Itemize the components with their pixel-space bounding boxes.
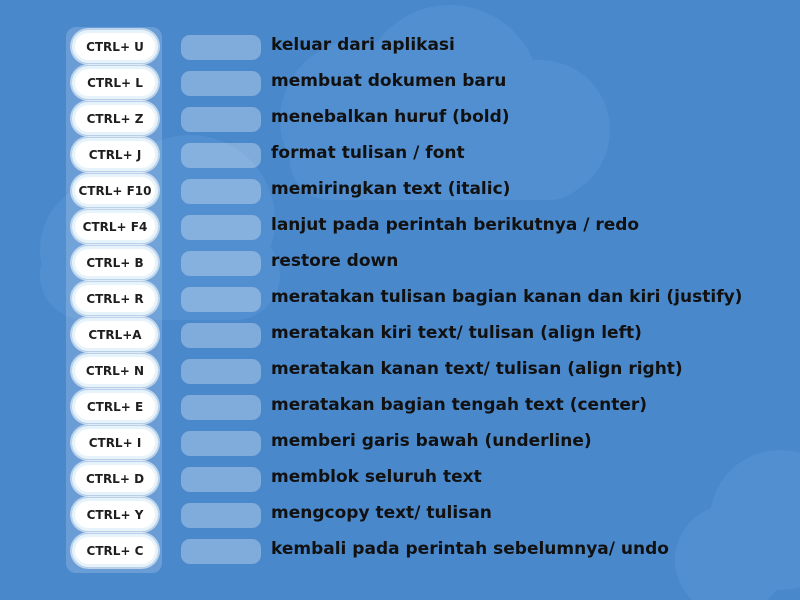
shortcut-description: restore down [271, 251, 399, 271]
shortcut-description: meratakan kiri text/ tulisan (align left) [271, 323, 642, 343]
shortcut-description: kembali pada perintah sebelumnya/ undo [271, 539, 669, 559]
answer-drop-slot[interactable] [181, 71, 261, 96]
shortcut-description: lanjut pada perintah berikutnya / redo [271, 215, 640, 235]
answer-drop-slot[interactable] [181, 179, 261, 204]
shortcut-description: format tulisan / font [271, 143, 465, 163]
answer-drop-slot[interactable] [181, 251, 261, 276]
shortcut-description: memberi garis bawah (underline) [271, 431, 592, 451]
answer-drop-slot[interactable] [181, 539, 261, 564]
shortcut-description: meratakan kanan text/ tulisan (align right) [271, 359, 683, 379]
shortcut-description: mengcopy text/ tulisan [271, 503, 492, 523]
shortcut-description: meratakan tulisan bagian kanan dan kiri (justify) [271, 287, 743, 307]
shortcut-key-card[interactable]: CTRL+ Z [75, 105, 155, 132]
shortcut-key-card[interactable]: CTRL+ R [75, 285, 155, 312]
shortcut-key-card[interactable]: CTRL+ Y [75, 501, 155, 528]
shortcut-key-card[interactable]: CTRL+A [75, 321, 155, 348]
shortcut-key-card[interactable]: CTRL+ E [75, 393, 155, 420]
answer-drop-slot[interactable] [181, 503, 261, 528]
shortcut-key-card[interactable]: CTRL+ F4 [75, 213, 155, 240]
answer-drop-slot[interactable] [181, 395, 261, 420]
shortcut-key-card[interactable]: CTRL+ D [75, 465, 155, 492]
shortcut-key-card[interactable]: CTRL+ L [75, 69, 155, 96]
answer-drop-slot[interactable] [181, 35, 261, 60]
shortcut-key-card[interactable]: CTRL+ N [75, 357, 155, 384]
answer-drop-slot[interactable] [181, 107, 261, 132]
answer-drop-slot[interactable] [181, 323, 261, 348]
shortcut-key-card[interactable]: CTRL+ F10 [75, 177, 155, 204]
shortcut-description: memblok seluruh text [271, 467, 482, 487]
shortcut-key-card[interactable]: CTRL+ J [75, 141, 155, 168]
answer-drop-slot[interactable] [181, 143, 261, 168]
shortcut-description: meratakan bagian tengah text (center) [271, 395, 648, 415]
shortcut-description: membuat dokumen baru [271, 71, 507, 91]
shortcut-description: keluar dari aplikasi [271, 35, 455, 55]
answer-drop-slot[interactable] [181, 287, 261, 312]
answer-drop-slot[interactable] [181, 359, 261, 384]
shortcut-description: memiringkan text (italic) [271, 179, 511, 199]
answer-drop-slot[interactable] [181, 431, 261, 456]
shortcut-key-card[interactable]: CTRL+ B [75, 249, 155, 276]
shortcut-key-card[interactable]: CTRL+ I [75, 429, 155, 456]
answer-drop-slot[interactable] [181, 215, 261, 240]
answer-drop-slot[interactable] [181, 467, 261, 492]
shortcut-key-card[interactable]: CTRL+ C [75, 537, 155, 564]
shortcut-key-card[interactable]: CTRL+ U [75, 33, 155, 60]
shortcut-description: menebalkan huruf (bold) [271, 107, 510, 127]
